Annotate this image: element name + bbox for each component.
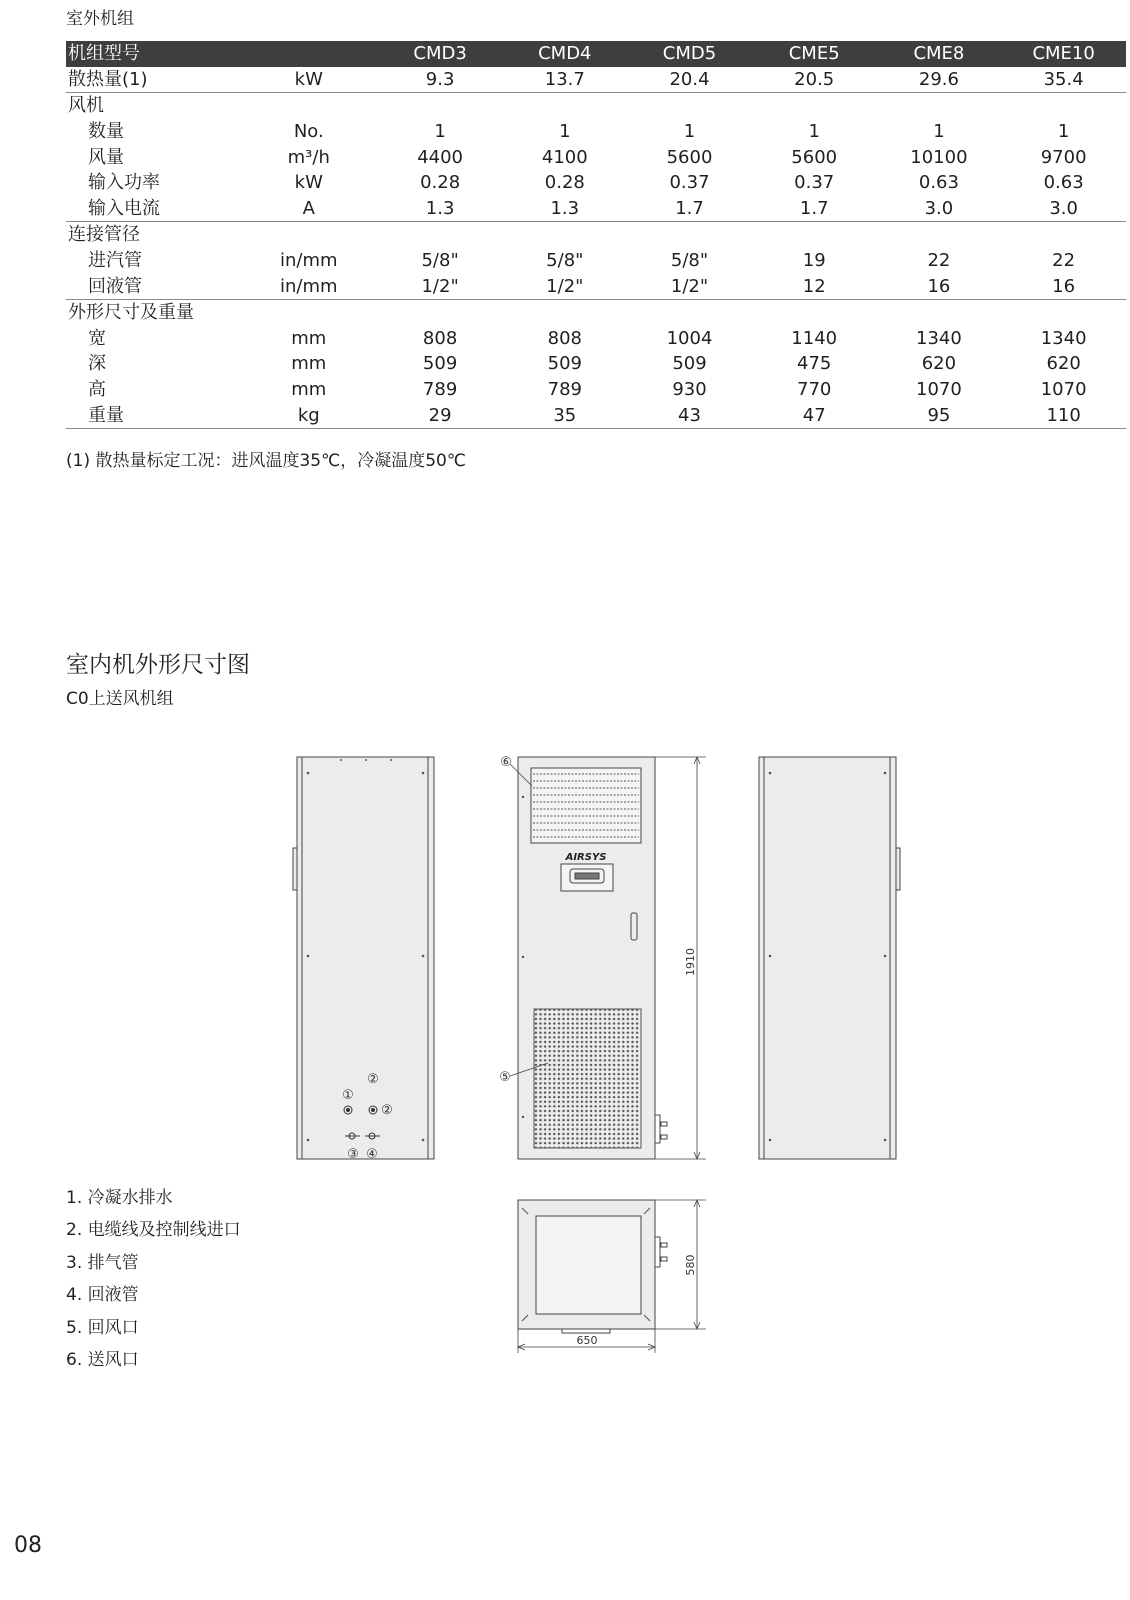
row-unit: kW bbox=[294, 172, 323, 194]
row-label: 重量 bbox=[66, 402, 240, 428]
row-unit: m³/h bbox=[287, 146, 330, 168]
row-value: 10100 bbox=[910, 146, 968, 168]
row-value: 22 bbox=[1052, 250, 1076, 272]
header-model: CMD3 bbox=[378, 41, 503, 67]
table-row bbox=[66, 402, 1126, 428]
row-value: 35.4 bbox=[1001, 67, 1126, 93]
row-label: 高 bbox=[88, 379, 106, 401]
row-unit bbox=[240, 222, 378, 248]
group-label: 外形尺寸及重量 bbox=[68, 302, 194, 324]
row-value: 9.3 bbox=[378, 67, 503, 93]
table-group-row bbox=[66, 222, 1126, 248]
brand-logo bbox=[565, 850, 607, 863]
row-unit: in/mm bbox=[279, 250, 338, 272]
row-value: 22 bbox=[927, 250, 951, 272]
row-label: 散热量(1) bbox=[66, 67, 240, 93]
row-value: 43 bbox=[627, 402, 752, 428]
callout-6: ⑥ bbox=[500, 755, 512, 770]
row-value: 1/2" bbox=[627, 273, 752, 299]
header-model: CMD5 bbox=[627, 41, 752, 67]
callout-1: ① bbox=[342, 1088, 354, 1103]
footnote: (1) 散热量标定工况：进风温度35℃，冷凝温度50℃ bbox=[66, 451, 466, 471]
row-value: 4400 bbox=[417, 146, 463, 168]
row-value: 509 bbox=[672, 353, 707, 375]
callout-5: ⑤ bbox=[499, 1070, 511, 1085]
display-panel bbox=[561, 864, 613, 891]
row-value: 4100 bbox=[541, 146, 588, 168]
row-value bbox=[378, 299, 503, 325]
callout-2: ② bbox=[367, 1072, 379, 1087]
legend-item: 6. 送风口 bbox=[66, 1350, 139, 1371]
row-value: 509 bbox=[422, 353, 458, 375]
row-value: 1/2" bbox=[502, 273, 627, 299]
row-label: 输入电流 bbox=[66, 196, 240, 222]
width-value: 650 bbox=[576, 1334, 598, 1347]
row-value: 35 bbox=[502, 402, 627, 428]
row-value: 789 bbox=[422, 379, 458, 401]
row-value bbox=[752, 299, 877, 325]
row-label: 宽 bbox=[88, 327, 106, 349]
row-value: 475 bbox=[797, 353, 832, 375]
front-view bbox=[499, 755, 706, 1159]
row-value bbox=[877, 93, 1002, 119]
row-value bbox=[627, 299, 752, 325]
row-value: 5/8" bbox=[546, 250, 584, 272]
callout-4: ④ bbox=[366, 1147, 378, 1162]
table-row bbox=[66, 326, 1126, 352]
row-label: 回液管 bbox=[66, 273, 240, 299]
row-value: 3.0 bbox=[877, 196, 1002, 222]
row-value: 5600 bbox=[666, 146, 713, 168]
callout-2b: ② bbox=[381, 1103, 393, 1118]
spec-table bbox=[66, 41, 1126, 429]
row-value: 0.63 bbox=[918, 172, 959, 194]
side-view-left bbox=[293, 757, 434, 1162]
row-value bbox=[502, 299, 627, 325]
row-value: 0.63 bbox=[1043, 172, 1084, 194]
row-unit: mm bbox=[291, 353, 327, 375]
depth-value: 580 bbox=[684, 1254, 697, 1276]
row-value: 808 bbox=[547, 327, 582, 349]
legend-item: 2. 电缆线及控制线进口 bbox=[66, 1220, 241, 1241]
row-unit: kW bbox=[240, 67, 378, 93]
row-value bbox=[877, 299, 1002, 325]
table-row bbox=[66, 144, 1126, 170]
row-value: 20.5 bbox=[752, 67, 877, 93]
row-value: 1 bbox=[1057, 121, 1070, 143]
header-model: CME5 bbox=[752, 41, 877, 67]
row-value: 0.37 bbox=[794, 172, 835, 194]
section-label: 室外机组 bbox=[66, 9, 134, 29]
callout-3: ③ bbox=[347, 1147, 359, 1162]
row-value bbox=[877, 222, 1002, 248]
header-model: CMD4 bbox=[502, 41, 627, 67]
depth-dimension bbox=[655, 1200, 706, 1329]
row-unit: kg bbox=[240, 402, 378, 428]
row-value: 930 bbox=[672, 379, 707, 401]
table-header-row bbox=[66, 41, 1126, 67]
pipe-connectors bbox=[655, 1115, 667, 1143]
row-value: 0.28 bbox=[544, 172, 585, 194]
row-unit bbox=[240, 93, 378, 119]
row-value: 19 bbox=[802, 250, 826, 272]
header-model: CME10 bbox=[1001, 41, 1126, 67]
row-value: 0.37 bbox=[669, 172, 710, 194]
row-unit: in/mm bbox=[240, 273, 378, 299]
row-value bbox=[1001, 93, 1126, 119]
row-value bbox=[627, 222, 752, 248]
side-view-right bbox=[759, 757, 900, 1159]
row-value: 1 bbox=[808, 121, 820, 143]
row-unit bbox=[240, 299, 378, 325]
table-row bbox=[66, 119, 1126, 145]
table-row bbox=[66, 248, 1126, 274]
row-value: 620 bbox=[921, 353, 957, 375]
row-label: 数量 bbox=[88, 121, 124, 143]
table-row bbox=[66, 377, 1126, 403]
row-label: 深 bbox=[88, 353, 106, 375]
table-row bbox=[66, 196, 1126, 222]
row-value: 16 bbox=[877, 273, 1002, 299]
row-value: 1 bbox=[434, 121, 446, 143]
row-value: 9700 bbox=[1040, 146, 1087, 168]
row-value bbox=[1001, 222, 1126, 248]
row-value: 1 bbox=[683, 121, 696, 143]
row-value: 1070 bbox=[1040, 379, 1087, 401]
row-value: 509 bbox=[547, 353, 582, 375]
row-value: 770 bbox=[797, 379, 832, 401]
legend-item: 4. 回液管 bbox=[66, 1285, 139, 1306]
row-value: 95 bbox=[877, 402, 1002, 428]
row-value bbox=[378, 93, 503, 119]
row-value: 5600 bbox=[791, 146, 838, 168]
row-value bbox=[378, 222, 503, 248]
table-row bbox=[66, 351, 1126, 377]
table-row bbox=[66, 273, 1126, 299]
row-value: 5/8" bbox=[670, 250, 709, 272]
row-label: 输入功率 bbox=[88, 172, 160, 194]
row-value: 1140 bbox=[791, 327, 838, 349]
group-label: 连接管径 bbox=[68, 224, 140, 246]
row-value: 5/8" bbox=[421, 250, 459, 272]
row-value: 1 bbox=[559, 121, 571, 143]
row-value: 29 bbox=[378, 402, 503, 428]
row-value: 12 bbox=[752, 273, 877, 299]
row-value: 3.0 bbox=[1001, 196, 1126, 222]
supply-grille bbox=[531, 768, 641, 843]
row-value: 1.3 bbox=[502, 196, 627, 222]
row-unit: mm bbox=[291, 379, 327, 401]
row-value bbox=[627, 93, 752, 119]
row-value bbox=[502, 222, 627, 248]
row-value: 0.28 bbox=[420, 172, 461, 194]
row-value: 47 bbox=[752, 402, 877, 428]
row-value bbox=[752, 93, 877, 119]
row-unit: A bbox=[240, 196, 378, 222]
header-model-label: 机组型号 bbox=[66, 41, 240, 67]
brand-text: AIRSYS bbox=[565, 852, 607, 863]
row-value: 1.7 bbox=[627, 196, 752, 222]
group-label: 风机 bbox=[68, 95, 104, 117]
table-row bbox=[66, 67, 1126, 93]
row-value bbox=[502, 93, 627, 119]
drawing-subtitle: C0上送风机组 bbox=[66, 689, 174, 709]
row-value: 1.7 bbox=[752, 196, 877, 222]
top-view bbox=[518, 1200, 706, 1353]
table-group-row bbox=[66, 299, 1126, 325]
row-value: 16 bbox=[1001, 273, 1126, 299]
row-value: 1 bbox=[933, 121, 945, 143]
row-value: 1340 bbox=[916, 327, 962, 349]
row-value: 13.7 bbox=[502, 67, 627, 93]
height-dimension bbox=[655, 757, 706, 1159]
row-value: 1004 bbox=[666, 327, 713, 349]
row-value: 1340 bbox=[1040, 327, 1087, 349]
table-group-row bbox=[66, 93, 1126, 119]
drawing-title: 室内机外形尺寸图 bbox=[66, 652, 250, 678]
height-value: 1910 bbox=[684, 948, 697, 976]
legend-item: 5. 回风口 bbox=[66, 1317, 139, 1338]
row-value: 620 bbox=[1046, 353, 1081, 375]
page-number: 08 bbox=[14, 1533, 42, 1558]
row-value: 29.6 bbox=[877, 67, 1002, 93]
row-value: 789 bbox=[547, 379, 582, 401]
row-label: 风量 bbox=[88, 146, 124, 168]
table-row bbox=[66, 170, 1126, 196]
row-value: 1/2" bbox=[378, 273, 503, 299]
header-model: CME8 bbox=[877, 41, 1002, 67]
row-unit: mm bbox=[291, 327, 327, 349]
row-value: 1070 bbox=[916, 379, 962, 401]
row-value: 808 bbox=[422, 327, 458, 349]
header-unit bbox=[240, 41, 378, 67]
legend-item: 3. 排气管 bbox=[66, 1252, 139, 1273]
legend-item: 1. 冷凝水排水 bbox=[66, 1188, 173, 1208]
return-grille bbox=[534, 1009, 641, 1148]
row-value: 20.4 bbox=[627, 67, 752, 93]
row-unit: No. bbox=[293, 121, 324, 143]
row-value bbox=[1001, 299, 1126, 325]
row-value: 110 bbox=[1001, 402, 1126, 428]
row-value: 1.3 bbox=[378, 196, 503, 222]
row-value bbox=[752, 222, 877, 248]
legend-list bbox=[66, 1182, 241, 1376]
row-label: 进汽管 bbox=[88, 250, 142, 272]
